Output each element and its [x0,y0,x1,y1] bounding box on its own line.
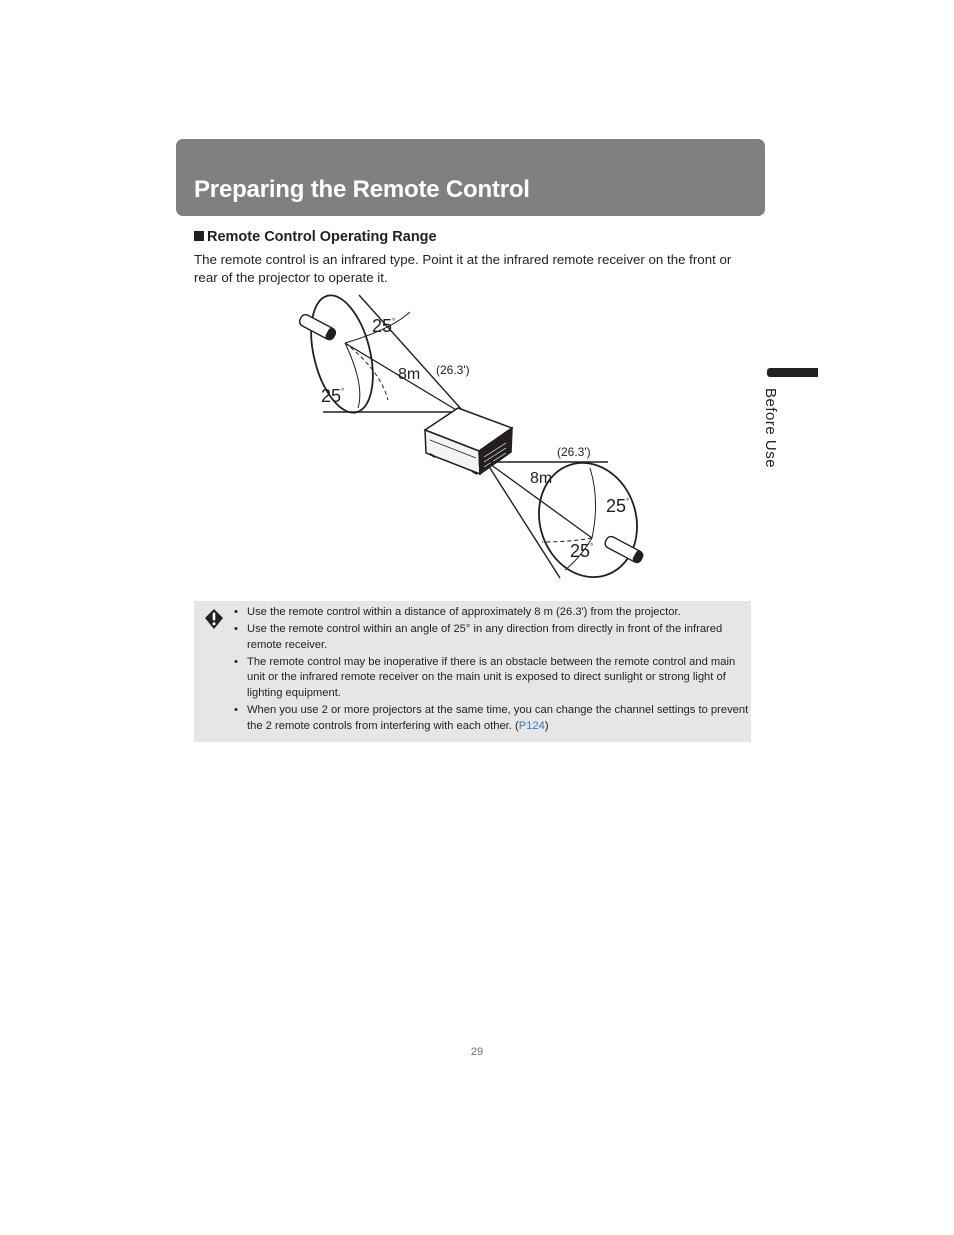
projector-illustration [425,408,512,474]
bottom-distance-ft: (26.3') [557,445,591,459]
note-item-text: Use the remote control within a distance of approximately 8 m (26.3') from the projector. [247,606,681,618]
section-heading [194,229,437,245]
top-angle-upper: 25° [372,316,396,336]
top-cone-edge-upper [359,295,462,410]
bottom-distance-label: 8m [530,470,553,487]
note-item-text: Use the remote control within an angle of 25° in any direction from directly in front of the infrared remote receiver. [247,623,723,651]
bottom-range-cone [488,450,652,585]
caution-note-list [234,605,749,736]
bottom-angle-upper: 25° [606,496,630,516]
note-item: • Use the remote control within an angle of 25° in any direction from directly in front of the infrared remote receiver. [234,623,723,651]
remote-range-diagram [290,290,660,585]
note-item: • The remote control may be inoperative if there is an obstacle between the remote control and main unit or the infrared remote receiver on the main unit is exposed to direct sunlight or strong light of lighting equipment. [234,655,736,699]
side-tab-label: Before Use [762,388,779,469]
page-title: Preparing the Remote Control [194,176,530,203]
side-tab-marker [767,368,818,377]
intro-text: The remote control is an infrared type. Point it at the infrared remote receiver on the front or rear of the projector to operate it. [194,252,732,285]
square-bullet-icon [194,231,204,241]
section-heading-text: Remote Control Operating Range [207,229,437,245]
note-item-close: ) [544,719,549,732]
note-item-text: The remote control may be inoperative if there is an obstacle between the remote control and main unit or the infrared remote receiver on the main unit is exposed to direct sunlight or strong light of lighting equipment. [247,655,736,699]
page-number: 29 [470,1046,484,1058]
caution-icon [205,609,223,629]
caution-note-box [194,601,751,742]
top-distance-label: 8m [398,366,421,383]
top-distance-ft: (26.3') [436,363,470,377]
bottom-angle-lower: 25° [570,541,594,561]
top-angle-lower: 25° [321,386,345,406]
note-item-text: When you use 2 or more projectors at the same time, you can change the channel settings to prevent the 2 remote controls from interfering with each other. ( [247,704,749,732]
note-item: • Use the remote control within a distance of approximately 8 m (26.3') from the projector. [234,606,681,618]
note-item: • When you use 2 or more projectors at the same time, you can change the channel settings to prevent the 2 remote controls from interfering with each other. (P124) [234,704,749,732]
page-reference-link[interactable]: P124 [518,719,545,732]
